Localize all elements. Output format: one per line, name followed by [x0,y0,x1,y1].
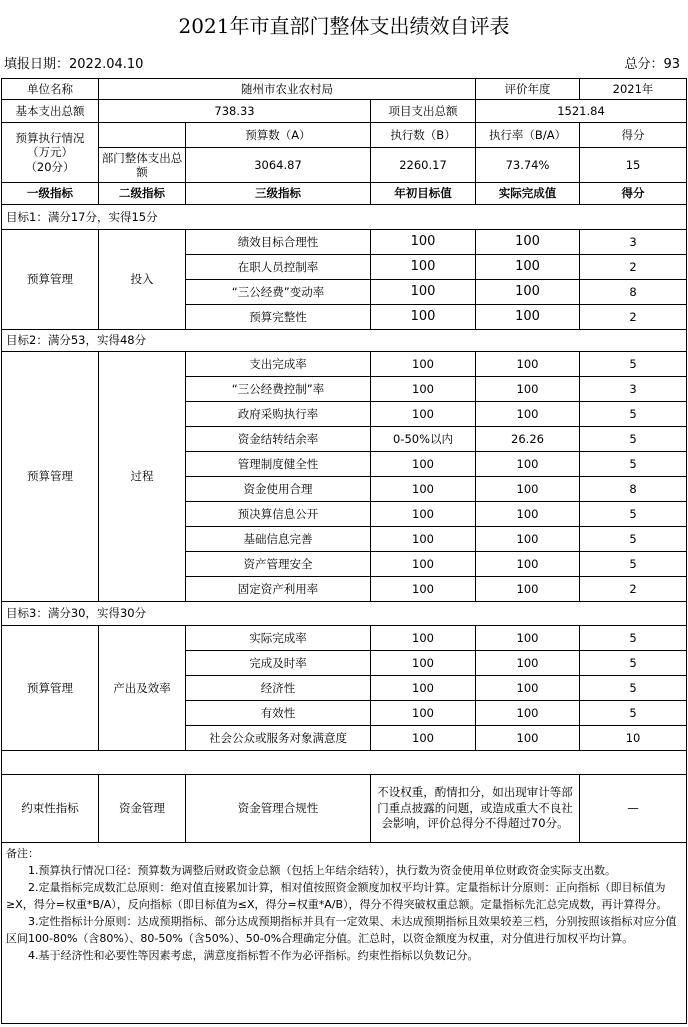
exec-value: 2260.17 [371,148,476,183]
goal3-title: 目标3：满分30，实得30分 [2,602,687,626]
budget-label: 预算数（A） [186,123,371,148]
score-value: 5 [580,701,687,726]
score-value: 5 [580,502,687,527]
basic-label: 基本支出总额 [2,100,99,123]
target-value: 100 [371,726,476,751]
score-value: 5 [580,676,687,701]
constraint-row [2,775,687,843]
target-value: 100 [371,527,476,552]
target-value: 100 [371,452,476,477]
indicator-name: 支出完成率 [186,352,371,377]
year-label: 评价年度 [476,79,580,100]
column-header-row [2,183,687,205]
target-value: 100 [371,626,476,651]
indicator-name: “三公经费控制”率 [186,377,371,402]
header-actual: 实际完成值 [476,183,580,205]
unit-value: 随州市农业农村局 [99,79,476,100]
indicator-name: 在职人员控制率 [186,255,371,280]
goal3-title-row [2,602,687,626]
actual-value: 100 [476,477,580,502]
score-value: 2 [580,305,687,330]
basic-value: 738.33 [99,100,371,123]
budget-value: 3064.87 [186,148,371,183]
actual-value: 100 [476,352,580,377]
target-value: 100 [371,230,476,255]
target-value: 100 [371,305,476,330]
score-value: 15 [580,148,687,183]
actual-value: 100 [476,552,580,577]
score-value: 5 [580,402,687,427]
total-score: 总分：93 [624,57,680,72]
project-label: 项目支出总额 [371,100,476,123]
target-value: 100 [371,477,476,502]
rate-label: 执行率（B/A） [476,123,580,148]
target-value: 100 [371,280,476,305]
budget-values-row [2,148,687,183]
constraint-score: — [580,775,687,843]
actual-value: 26.26 [476,427,580,452]
note-item: 3.定性指标计分原则：达成预期指标、部分达成预期指标并具有一定效果、未达成预期指标且效果较差三档，分别按照该指标对应分值区间100-80%（含80%）、80-50%（含50%）、50-0%合理确定分值。汇总时，以资金额度为权重，对分值进行加权平均计算。 [6,915,677,946]
actual-value: 100 [476,280,580,305]
evaluation-table [1,78,687,1024]
actual-value: 100 [476,230,580,255]
indicator-name: 基础信息完善 [186,527,371,552]
actual-value: 100 [476,651,580,676]
goal2-level1: 预算管理 [2,352,99,602]
score-value: 3 [580,377,687,402]
score-value: 5 [580,452,687,477]
indicator-name: 资金使用合理 [186,477,371,502]
dept-label: 部门整体支出总额 [99,148,186,183]
indicator-name: 社会公众或服务对象满意度 [186,726,371,751]
actual-value: 100 [476,502,580,527]
target-value: 100 [371,255,476,280]
budget-exec-label: 预算执行情况 （万元） （20分） [2,123,99,183]
goal1-level2: 投入 [99,230,186,330]
fill-date: 填报日期：2022.04.10 [4,57,144,72]
actual-value: 100 [476,676,580,701]
spacer-row [2,751,687,775]
score-value: 8 [580,477,687,502]
goal1-level1: 预算管理 [2,230,99,330]
score-value: 5 [580,352,687,377]
indicator-name: “三公经费”变动率 [186,280,371,305]
target-value: 100 [371,502,476,527]
note-item: 2.定量指标完成数汇总原则：绝对值直接累加计算，相对值按照资金额度加权平均计算。定量指标计分原则：正向指标（即目标值为≥X，得分=权重*B/A），反向指标（即目标值为≤X，得分=权重*A/B），得分不得突破权重总额。定量指标先汇总完成数，再计算得分。 [6,881,668,912]
actual-value: 100 [476,255,580,280]
target-value: 100 [371,402,476,427]
notes-heading: 备注： [6,847,39,860]
indicator-name: 实际完成率 [186,626,371,651]
score-label: 得分 [580,123,687,148]
note-item: 4.基于经济性和必要性等因素考虑，满意度指标暂不作为必评指标。约束性指标以负数记分。 [28,949,479,963]
score-value: 10 [580,726,687,751]
budget-header-row [2,123,687,148]
notes-row [2,843,687,1024]
target-value: 100 [371,651,476,676]
actual-value: 100 [476,527,580,552]
table-row [2,230,687,255]
goal1-title: 目标1：满分17分，实得15分 [2,205,687,230]
indicator-name: 预算完整性 [186,305,371,330]
table-row [2,626,687,651]
info-row-unit [2,79,687,100]
goal3-level2: 产出及效率 [99,626,186,751]
actual-value: 100 [476,452,580,477]
score-value: 3 [580,230,687,255]
goal2-level2: 过程 [99,352,186,602]
score-value: 5 [580,626,687,651]
goal1-title-row [2,205,687,230]
actual-value: 100 [476,726,580,751]
target-value: 0-50%以内 [371,427,476,452]
actual-value: 100 [476,402,580,427]
target-value: 100 [371,552,476,577]
table-row [2,352,687,377]
constraint-level1: 约束性指标 [2,775,99,843]
header-level1: 一级指标 [2,183,99,205]
actual-value: 100 [476,626,580,651]
unit-label: 单位名称 [2,79,99,100]
score-value: 5 [580,552,687,577]
score-value: 2 [580,577,687,602]
goal2-title: 目标2：满分53，实得48分 [2,330,687,352]
indicator-name: 固定资产利用率 [186,577,371,602]
actual-value: 100 [476,377,580,402]
indicator-name: 有效性 [186,701,371,726]
score-value: 2 [580,255,687,280]
constraint-description: 不设权重，酌情扣分，如出现审计等部门重点披露的问题，或造成重大不良社会影响，评价总得分不得超过70分。 [371,775,580,843]
indicator-name: 完成及时率 [186,651,371,676]
indicator-name: 资金结转结余率 [186,427,371,452]
indicator-name: 管理制度健全性 [186,452,371,477]
note-item: 1.预算执行情况口径：预算数为调整后财政资金总额（包括上年结余结转），执行数为资金使用单位财政资金实际支出数。 [28,864,616,878]
indicator-name: 经济性 [186,676,371,701]
project-value: 1521.84 [476,100,687,123]
target-value: 100 [371,352,476,377]
spacer-cell [2,751,687,775]
score-value: 5 [580,427,687,452]
actual-value: 100 [476,577,580,602]
notes [2,843,687,1024]
header-level2: 二级指标 [99,183,186,205]
goal2-title-row [2,330,687,352]
indicator-name: 绩效目标合理性 [186,230,371,255]
indicator-name: 政府采购执行率 [186,402,371,427]
indicator-name: 预决算信息公开 [186,502,371,527]
rate-value: 73.74% [476,148,580,183]
goal3-level1: 预算管理 [2,626,99,751]
page-title: 2021年市直部门整体支出绩效自评表 [178,14,510,38]
exec-label: 执行数（B） [371,123,476,148]
target-value: 100 [371,701,476,726]
actual-value: 100 [476,701,580,726]
year-value: 2021年 [580,79,687,100]
budget-empty-cell [99,123,186,148]
constraint-level3: 资金管理合规性 [186,775,371,843]
target-value: 100 [371,676,476,701]
header-target: 年初目标值 [371,183,476,205]
actual-value: 100 [476,305,580,330]
score-value: 5 [580,651,687,676]
info-row-totals [2,100,687,123]
target-value: 100 [371,377,476,402]
header-level3: 三级指标 [186,183,371,205]
header-score: 得分 [580,183,687,205]
score-value: 8 [580,280,687,305]
indicator-name: 资产管理安全 [186,552,371,577]
constraint-level2: 资金管理 [99,775,186,843]
score-value: 5 [580,527,687,552]
target-value: 100 [371,577,476,602]
